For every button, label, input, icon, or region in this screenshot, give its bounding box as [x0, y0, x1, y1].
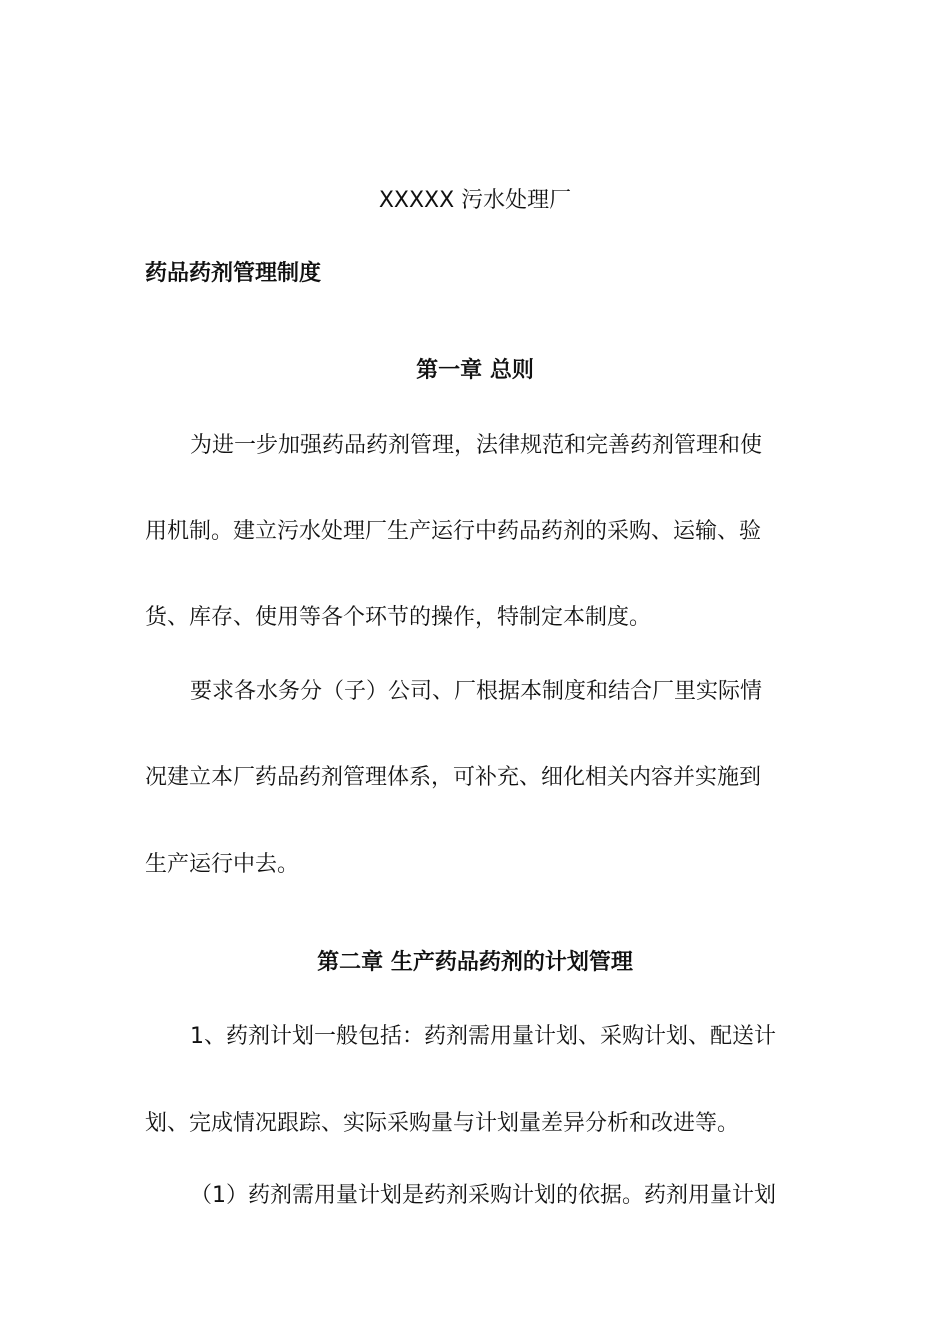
paragraph-line: 用机制。建立污水处理厂生产运行中药品药剂的采购、运输、验	[145, 519, 762, 544]
paragraph-line: 要求各水务分（子）公司、厂根据本制度和结合厂里实际情	[190, 679, 763, 704]
paragraph-line: 1、药剂计划一般包括：药剂需用量计划、采购计划、配送计	[190, 1024, 776, 1049]
chapter-2-heading: 第二章 生产药品药剂的计划管理	[317, 950, 633, 975]
chapter-1-heading: 第一章 总则	[416, 358, 534, 383]
paragraph-line: 为进一步加强药品药剂管理，法律规范和完善药剂管理和使	[190, 433, 763, 458]
paragraph-line: 生产运行中去。	[145, 852, 300, 877]
paragraph-line: 划、完成情况跟踪、实际采购量与计划量差异分析和改进等。	[145, 1111, 740, 1136]
paragraph-line: 货、库存、使用等各个环节的操作，特制定本制度。	[145, 605, 652, 630]
paragraph-line: 况建立本厂药品药剂管理体系，可补充、细化相关内容并实施到	[145, 765, 762, 790]
org-title: XXXXX 污水处理厂	[378, 188, 572, 213]
paragraph-line: （1）药剂需用量计划是药剂采购计划的依据。药剂用量计划	[190, 1183, 776, 1208]
document-title: 药品药剂管理制度	[145, 261, 322, 286]
